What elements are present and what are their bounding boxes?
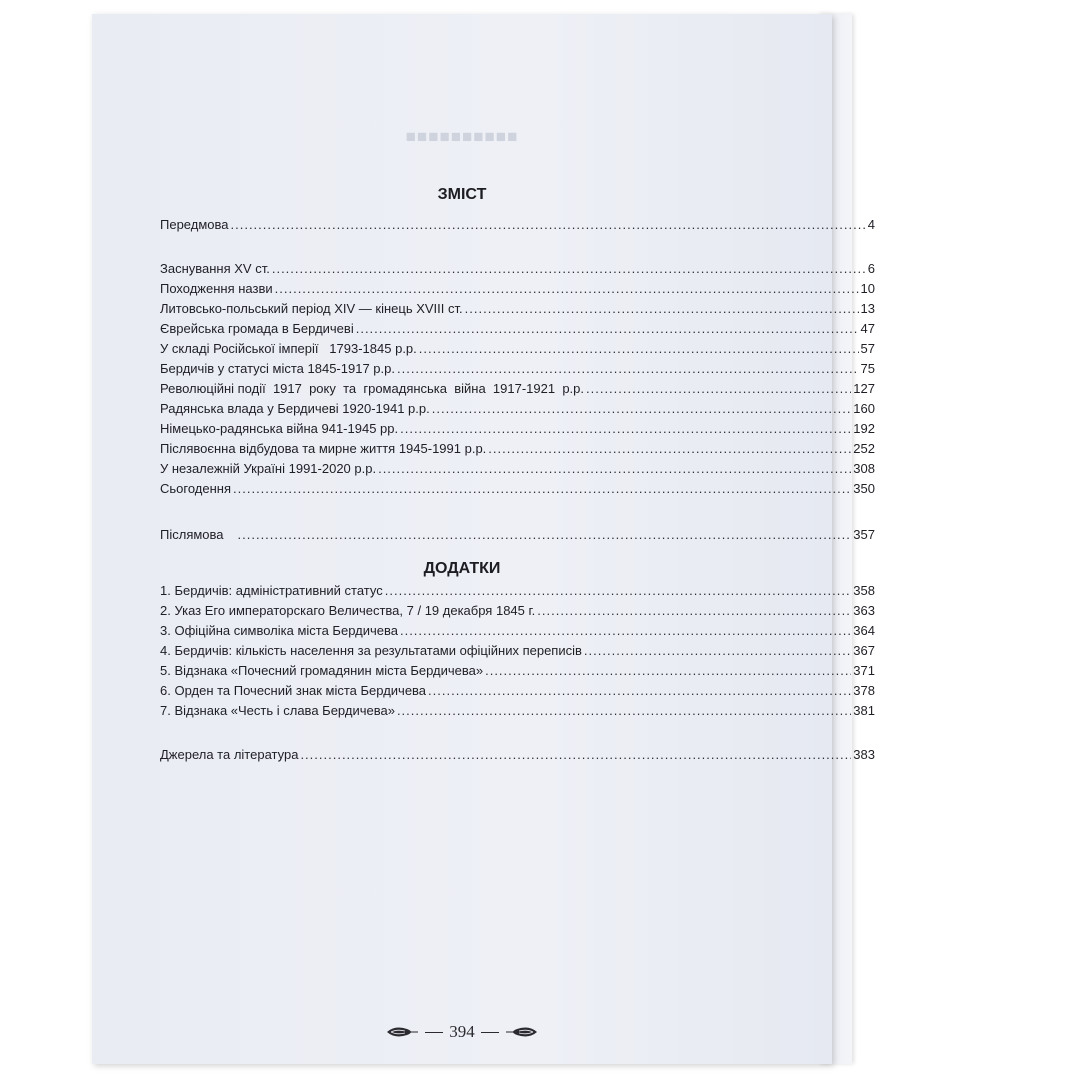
toc-entry-page: 4 (867, 217, 875, 232)
appendix-entry-page: 364 (853, 623, 875, 638)
dot-leader (238, 526, 852, 544)
dot-leader (385, 582, 852, 600)
appendix-entry-page: 358 (853, 583, 875, 598)
page-number: 394 (449, 1022, 475, 1041)
appendix-entry-page: 371 (853, 663, 875, 678)
toc-entry-page: 10 (860, 281, 875, 296)
page-footer (92, 1022, 832, 1042)
toc-entry-label: Радянська влада у Бердичеві 1920-1941 р.р. (160, 401, 430, 416)
appendix-entry-page: 378 (853, 683, 875, 698)
dot-leader (233, 480, 851, 498)
dot-leader (586, 380, 851, 398)
dot-leader (465, 300, 859, 318)
dot-leader (584, 642, 851, 660)
toc-entry-label: Литовсько-польський період XIV — кінець XVIII ст. (160, 301, 463, 316)
dot-leader (397, 360, 859, 378)
toc-entry-page: 47 (860, 321, 875, 336)
toc-entry-page: 57 (860, 341, 875, 356)
sources-entry (160, 746, 875, 764)
toc-entry (160, 320, 875, 338)
dot-leader (397, 702, 851, 720)
toc-entry-page: 350 (853, 481, 875, 496)
appendix-entry-label: 7. Відзнака «Честь і слава Бердичева» (160, 703, 395, 718)
toc-entry (160, 526, 875, 544)
dot-leader (275, 280, 859, 298)
toc-entry (160, 420, 875, 438)
show-through-text: ■■■■■■■■■■ (405, 127, 519, 146)
dot-leader (428, 682, 851, 700)
appendix-entry (160, 642, 875, 660)
toc-entry (160, 380, 875, 398)
toc-entry-label: Бердичів у статусі міста 1845-1917 р.р. (160, 361, 395, 376)
appendix-heading: ДОДАТКИ (423, 560, 501, 577)
appendix-entry-label: 4. Бердичів: кількість населення за результатами офіційних переписів (160, 643, 582, 658)
dot-leader (272, 260, 866, 278)
book-page (92, 14, 875, 1064)
dot-leader (400, 622, 851, 640)
footer-dash-left (425, 1032, 443, 1033)
toc-entry-label: Сьогодення (160, 481, 232, 496)
toc-entry-label: У складі Російської імперії 1793-1845 р.р. (160, 341, 417, 356)
toc-entry-label: Революційні події 1917 року та громадянська війна 1917-1921 р.р. (160, 381, 584, 396)
toc-entry-page: 160 (853, 401, 875, 416)
dot-leader (378, 460, 851, 478)
toc-entry-label: У незалежній Україні 1991-2020 р.р. (160, 461, 377, 476)
dot-leader (231, 216, 866, 234)
appendix-entry (160, 682, 875, 700)
toc-entry (160, 480, 875, 498)
sources-entry-page: 383 (853, 747, 875, 762)
appendix-entry (160, 602, 875, 620)
toc-entry (160, 400, 875, 418)
appendix-entry-label: 1. Бердичів: адміністративний статус (160, 583, 383, 598)
appendix-entry-label: 3. Офіційна символіка міста Бердичева (160, 623, 398, 638)
dot-leader (356, 320, 859, 338)
toc-entry-page: 127 (853, 381, 875, 396)
toc-entry-label: Німецько-радянська війна 941-1945 рр. (160, 421, 399, 436)
toc-entry (160, 340, 875, 358)
appendix-entry-page: 367 (853, 643, 875, 658)
left-ornament-icon (385, 1025, 419, 1039)
dot-leader (537, 602, 851, 620)
toc-entry-page: 13 (860, 301, 875, 316)
dot-leader (419, 340, 859, 358)
toc-entry-page: 308 (853, 461, 875, 476)
footer-dash-right (481, 1032, 499, 1033)
appendix-entry-label: 6. Орден та Почесний знак міста Бердичева (160, 683, 427, 698)
dot-leader (400, 420, 851, 438)
toc-entry-page: 252 (853, 441, 875, 456)
appendix-entry (160, 702, 875, 720)
appendix-entry (160, 582, 875, 600)
toc-entry-label: Походження назви (160, 281, 273, 296)
toc-entry-label: Передмова (160, 217, 229, 232)
dot-leader (300, 746, 851, 764)
toc-entry-label: Заснування XV ст. (160, 261, 270, 276)
dot-leader (432, 400, 852, 418)
appendix-entry (160, 662, 875, 680)
toc-entry (160, 460, 875, 478)
right-ornament-icon (505, 1025, 539, 1039)
toc-entry-page: 192 (853, 421, 875, 436)
toc-heading: ЗМІСТ (437, 186, 487, 203)
toc-entry-label: Післявоєнна відбудова та мирне життя 1945-1991 р.р. (160, 441, 487, 456)
appendix-entry-page: 363 (853, 603, 875, 618)
appendix-entry-label: 2. Указ Его императорскаго Величества, 7 / 19 декабря 1845 г. (160, 603, 536, 618)
toc-entry (160, 300, 875, 318)
toc-entry-label: Єврейська громада в Бердичеві (160, 321, 354, 336)
toc-entry (160, 260, 875, 278)
toc-entry-page: 75 (860, 361, 875, 376)
dot-leader (485, 662, 851, 680)
toc-entry (160, 440, 875, 458)
toc-entry (160, 216, 875, 234)
toc-entry-page: 357 (853, 527, 875, 542)
dot-leader (488, 440, 851, 458)
appendix-entry-page: 381 (853, 703, 875, 718)
toc-entry (160, 280, 875, 298)
toc-entry (160, 360, 875, 378)
toc-entry-label: Післямова (160, 527, 224, 542)
toc-entry-page: 6 (867, 261, 875, 276)
sources-entry-label: Джерела та література (160, 747, 299, 762)
appendix-entry-label: 5. Відзнака «Почесний громадянин міста Бердичева» (160, 663, 484, 678)
appendix-entry (160, 622, 875, 640)
